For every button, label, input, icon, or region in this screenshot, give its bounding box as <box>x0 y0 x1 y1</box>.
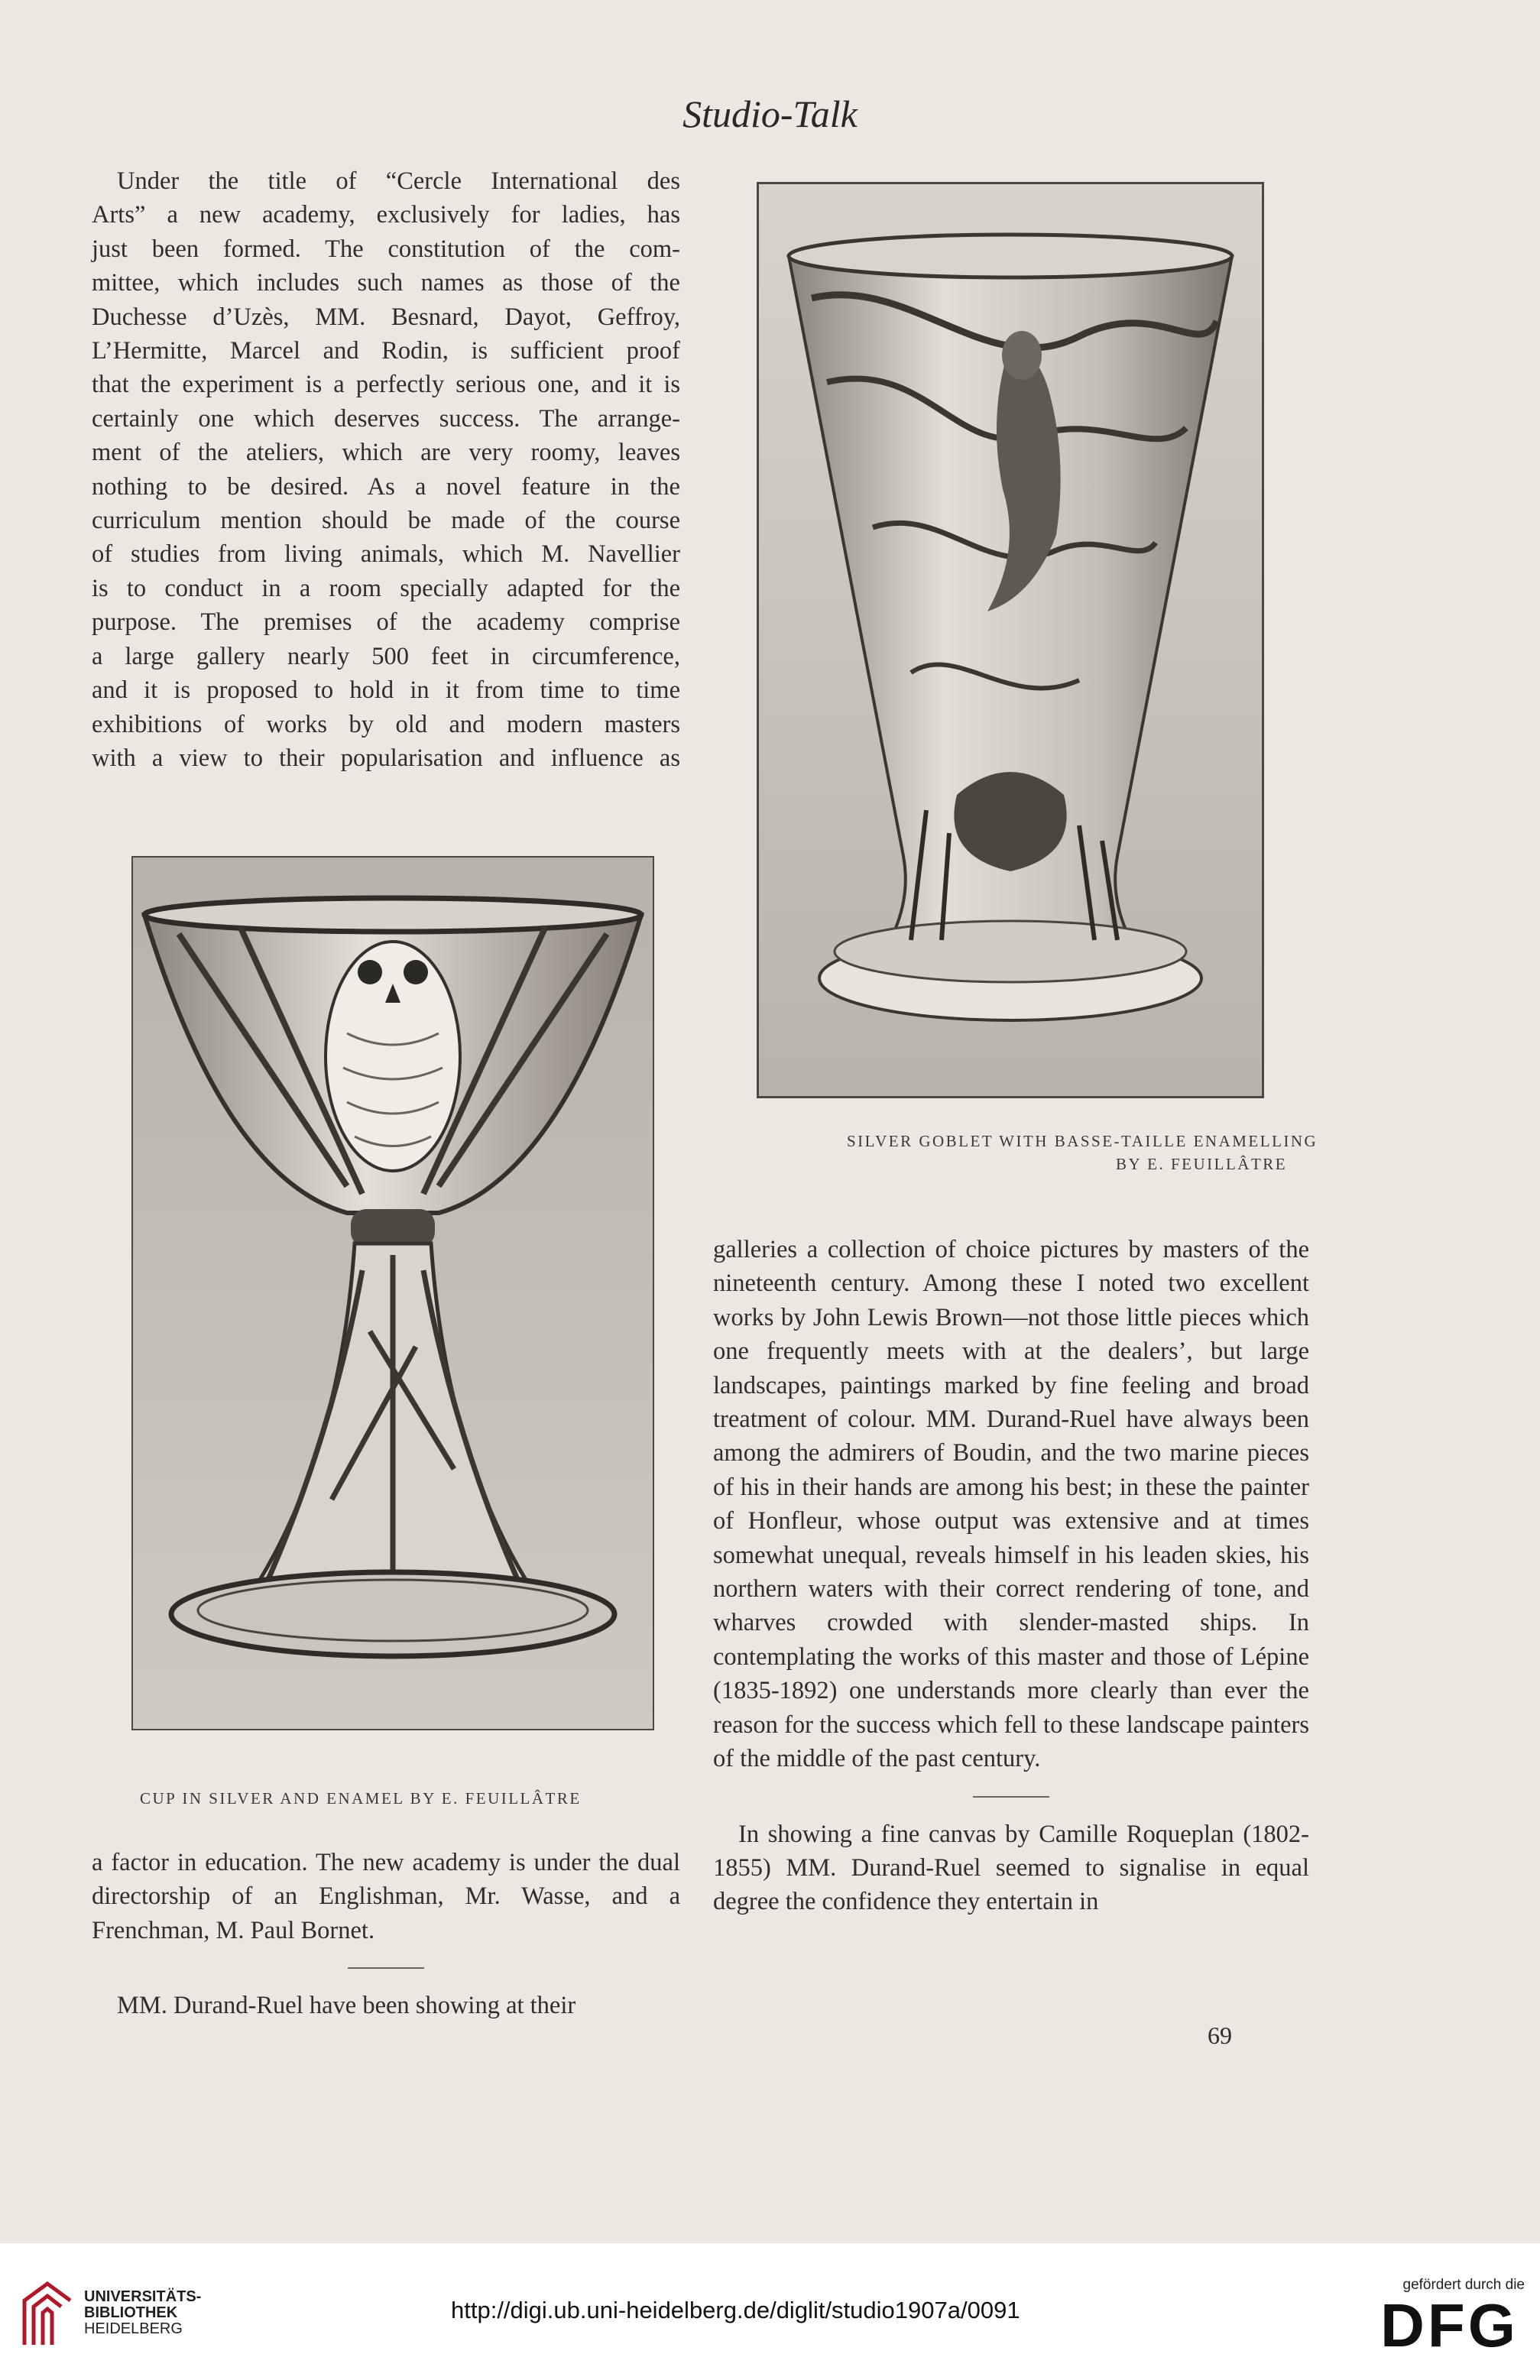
university-library-name <box>84 2289 201 2337</box>
text-line: ment of the ateliers, which are very roomy, leaves <box>92 439 680 467</box>
text-line: Arts” a new academy, exclusively for ladies, has <box>92 201 680 229</box>
goblet-plate <box>757 182 1264 1098</box>
library-name-line: HEIDELBERG <box>84 2320 183 2337</box>
text-line: Under the title of “Cercle International des <box>117 167 680 195</box>
digital-object-url[interactable]: http://digi.ub.uni-heidelberg.de/diglit/studio1907a/0091 <box>451 2297 1020 2323</box>
page-number: 69 <box>1208 2022 1232 2049</box>
text-line: nothing to be desired. As a novel feature in the <box>92 472 680 501</box>
library-name-line: UNIVERSITÄTS- <box>84 2288 202 2305</box>
paragraph: galleries a collection of choice pictures by masters of the nineteenth century. Among these I noted two excellent works by John Lewis Brown—not those little pieces which one frequently meets with at the dealers’, but large landscapes, paintings marked by fine feeling and broad treatment of colour. MM. Durand-Ruel have always been among the admirers of Boudin, and the two marine pieces of his in their hands are among his best; in these the painter of Honfleur, whose output was extensive and at times somewhat unequal, reveals himself in his leaden skies, his northern waters with their correct rendering of tone, and wharves crowded with slender-masted ships. In contemplating the works of this master and those of Lépine (1835-1892) one understands more clearly than ever the reason for the success which fell to these landscape painters of the middle of the past century. <box>713 1236 1309 1773</box>
goblet-caption-line-1: SILVER GOBLET WITH BASSE-TAILLE ENAMELLING <box>847 1132 1318 1150</box>
goblet-caption-line-2: BY E. FEUILLÂTRE <box>1116 1155 1288 1173</box>
text-line: exhibitions of works by old and modern masters <box>92 710 680 738</box>
goblet-illustration <box>758 183 1263 1097</box>
text-line: with a view to their popularisation and influence as <box>92 744 680 772</box>
funder-label: gefördert durch die <box>1402 2277 1525 2293</box>
library-name-line: BIBLIOTHEK <box>84 2304 178 2321</box>
digitization-footer <box>0 2243 1540 2380</box>
running-head: Studio-Talk <box>682 92 858 135</box>
text-line: purpose. The premises of the academy comprise <box>92 608 680 637</box>
right-column-text <box>713 1233 1309 1919</box>
paragraph: MM. Durand-Ruel have been showing at their <box>117 1992 576 2020</box>
section-rule <box>348 1967 424 1969</box>
text-line: is to conduct in a room specially adapted for the <box>92 574 680 602</box>
text-line: Duchesse d’Uzès, MM. Besnard, Dayot, Geffroy, <box>92 303 680 331</box>
text-line: mittee, which includes such names as those of the <box>92 269 680 297</box>
university-library-logo-icon <box>17 2278 75 2346</box>
text-line: certainly one which deserves success. The arrange- <box>92 404 680 433</box>
paragraph: In showing a fine canvas by Camille Roqueplan (1802-1855) MM. Durand-Ruel seemed to signalise in equal degree the confidence they entertain in <box>713 1820 1309 1916</box>
text-line: curriculum mention should be made of the course <box>92 507 680 535</box>
text-line: that the experiment is a perfectly serious one, and it is <box>92 371 680 399</box>
cup-illustration <box>133 858 653 1729</box>
cup-caption: CUP IN SILVER AND ENAMEL BY E. FEUILLÂTRE <box>140 1789 582 1808</box>
text-line: of studies from living animals, which M. Navellier <box>92 540 680 569</box>
text-line: and it is proposed to hold in it from time to time <box>92 676 680 705</box>
left-column-top-text <box>92 164 680 775</box>
cup-plate <box>131 856 654 1730</box>
left-column-bottom-text <box>92 1846 680 2023</box>
text-line: just been formed. The constitution of the com- <box>92 235 680 263</box>
dfg-logo: DFG <box>1380 2291 1519 2359</box>
text-line: L’Hermitte, Marcel and Rodin, is sufficient proof <box>92 337 680 365</box>
paragraph: a factor in education. The new academy is under the dual directorship of an Englishman, Mr. Wasse, and a Frenchman, M. Paul Bornet. <box>92 1849 680 1944</box>
section-rule <box>973 1796 1049 1798</box>
text-line: a large gallery nearly 500 feet in circumference, <box>92 642 680 670</box>
